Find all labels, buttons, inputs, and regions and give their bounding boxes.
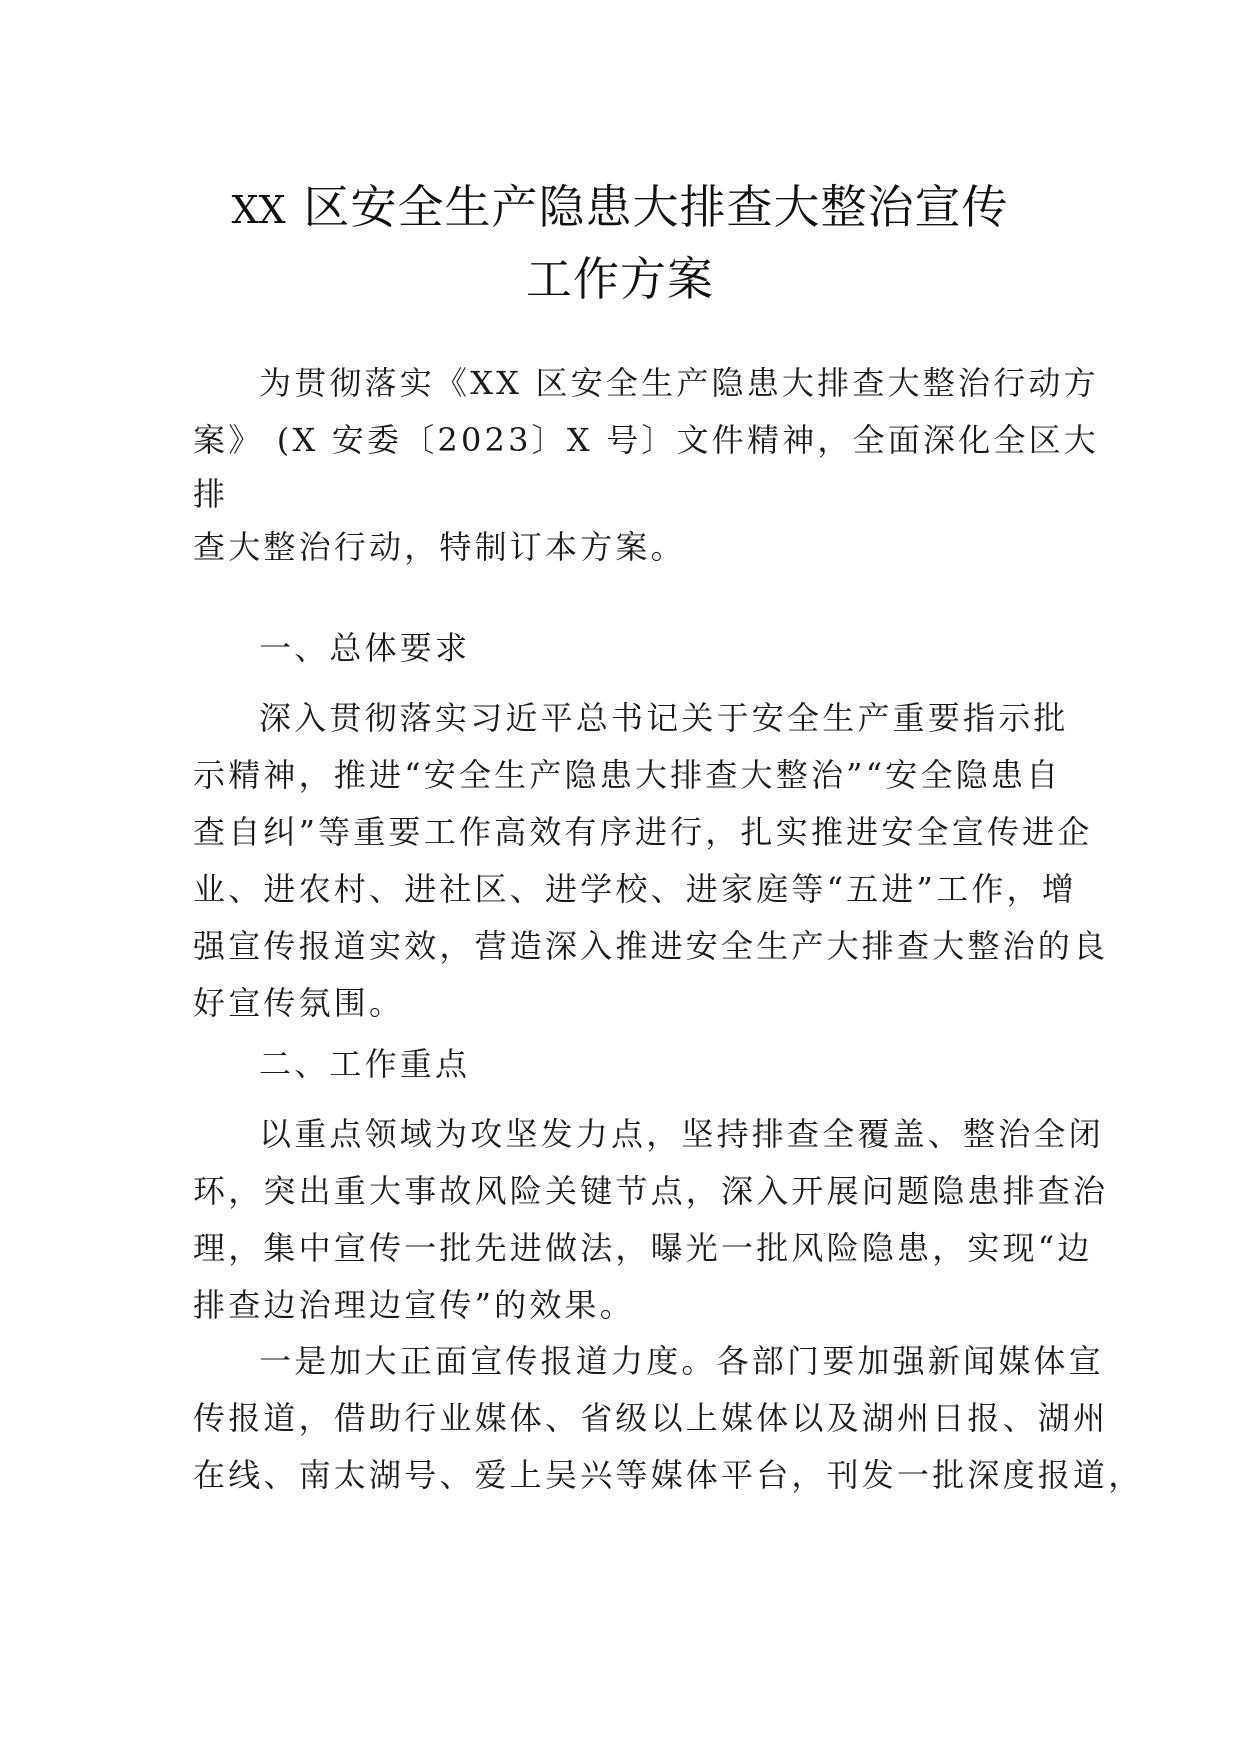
text-line: 示精神，推进“安全生产隐患大排查大整治”“安全隐患自 <box>193 756 1062 794</box>
section1-paragraph-cont <box>193 747 1109 1032</box>
section1-paragraph <box>193 690 1069 747</box>
text-line: 为贯彻落实《XX 区安全生产隐患大排查大整治行动方 <box>259 364 1099 402</box>
text-line: 排 <box>193 475 229 513</box>
text-line: 理，集中宣传一批先进做法，曝光一批风险隐患，实现“边 <box>193 1229 1093 1267</box>
text-line: 排查边治理边宣传”的效果。 <box>193 1286 635 1324</box>
intro-paragraph-cont <box>193 412 1100 576</box>
point1-paragraph <box>193 1333 1104 1390</box>
text-line: 强宣传报道实效，营造深入推进安全生产大排查大整治的良 <box>193 927 1109 965</box>
section2-heading: 二、工作重点 <box>259 1045 471 1083</box>
text-line: 以重点领域为攻坚发力点，坚持排查全覆盖、整治全闭 <box>259 1115 1104 1153</box>
text-line: 传报道，借助行业媒体、省级以上媒体以及湖州日报、湖州 <box>193 1399 1109 1437</box>
document-title-line1 <box>0 180 1240 235</box>
document-title-line2: 工作方案 <box>526 252 714 306</box>
section2-paragraph-cont <box>193 1163 1109 1334</box>
intro-paragraph <box>193 355 1099 412</box>
text-line: 环，突出重大事故风险关键节点，深入开展问题隐患排查治 <box>193 1172 1109 1210</box>
text-line: 好宣传氛围。 <box>193 984 405 1022</box>
text-line: 查大整治行动，特制订本方案。 <box>193 528 686 566</box>
text-line: 业、进农村、进社区、进学校、进家庭等“五进”工作，增 <box>193 870 1077 908</box>
point1-paragraph-cont <box>193 1390 1144 1504</box>
section2-paragraph <box>193 1106 1104 1163</box>
text-line: 查自纠”等重要工作高效有序进行，扎实推进安全宣传进企 <box>193 813 1093 851</box>
text-line: 深入贯彻落实习近平总书记关于安全生产重要指示批 <box>259 699 1069 737</box>
title-text: 区安全生产隐患大排查大整治宣传 <box>303 180 1009 234</box>
section1-heading: 一、总体要求 <box>259 629 471 667</box>
text-line: 案》 (X 安委〔2023〕X 号〕文件精神，全面深化全区大 <box>193 421 1100 459</box>
title-prefix: XX <box>231 188 286 232</box>
text-line: 在线、南太湖号、爱上吴兴等媒体平台，刊发一批深度报道， <box>193 1456 1144 1494</box>
text-line: 一是加大正面宣传报道力度。各部门要加强新闻媒体宣 <box>259 1342 1104 1380</box>
